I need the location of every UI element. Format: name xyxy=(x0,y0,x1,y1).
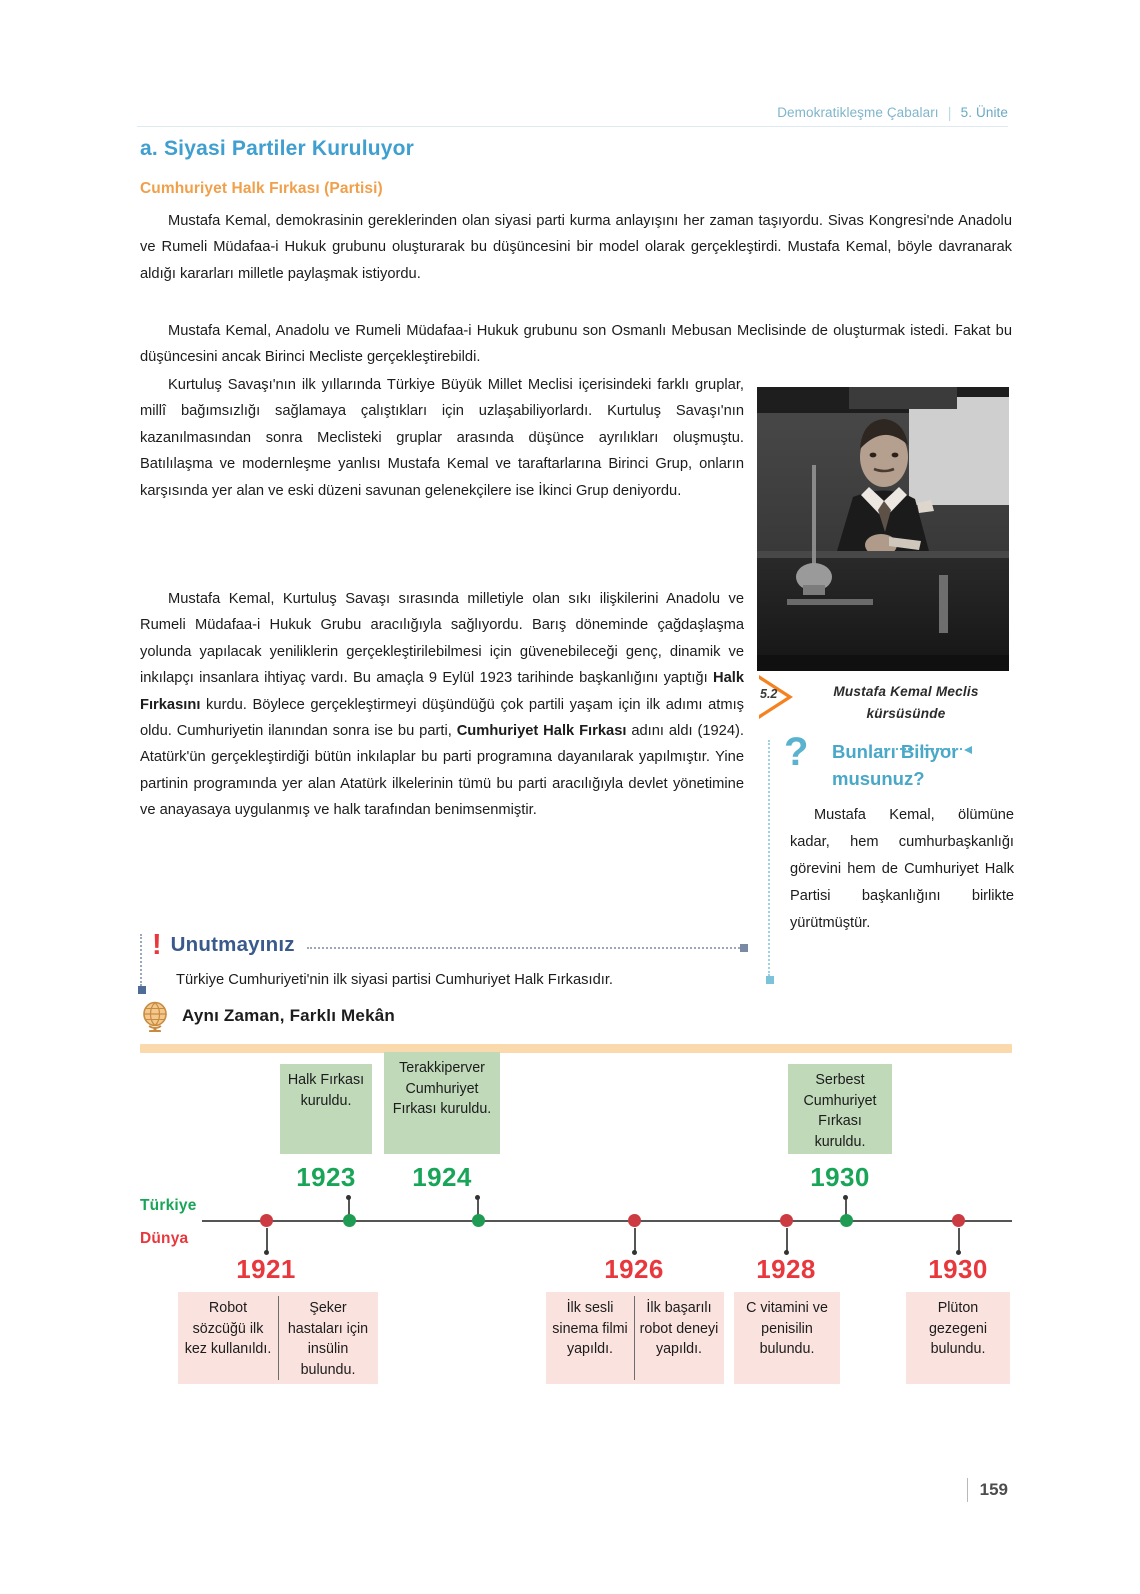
timeline-year-tr-1930: 1930 xyxy=(810,1162,870,1192)
timeline-year-world-1928: 1928 xyxy=(756,1254,816,1284)
timeline-event-box-world-robot: Robot sözcüğü ilk kez kullanıldı. xyxy=(178,1292,278,1384)
timeline-event-box-tr-1923: Halk Fırkası kuruldu. xyxy=(280,1064,372,1154)
remember-title: Unutmayınız xyxy=(170,933,295,956)
did-you-know-header xyxy=(768,730,1014,792)
timeline-stem xyxy=(786,1228,788,1252)
timeline-event-box-tr-1924: Terakkiperver Cumhuriyet Fırkası kuruldu. xyxy=(384,1052,500,1154)
timeline-dot-tr-1924 xyxy=(472,1214,485,1227)
timeline-dot-tr-1930 xyxy=(840,1214,853,1227)
timeline-dot-world-1928 xyxy=(780,1214,793,1227)
section-subtitle: Cumhuriyet Halk Fırkası (Partisi) xyxy=(140,180,383,197)
timeline-dot-world-1930 xyxy=(952,1214,965,1227)
paragraph-4-bold-2: Cumhuriyet Halk Fırkası xyxy=(456,723,627,740)
paragraph-4-seg-2: kurdu. Böylece gerçekleştirmeyi düşündüğü çok partili yaşam için ilk adımı atmış oldu. Cumhuriyetin ilanından sonra ise bu parti, xyxy=(140,696,744,740)
header-chapter: Demokratikleşme Çabaları xyxy=(777,105,939,120)
page-number: 159 xyxy=(979,1480,1008,1499)
page-number-area xyxy=(967,1478,1008,1502)
paragraph-4-bold-1: Halk Fırkasını xyxy=(140,670,744,713)
photo-illustration xyxy=(757,387,1009,671)
timeline-label-dunya: Dünya xyxy=(140,1230,189,1247)
paragraph-4-seg-3: adını aldı (1924). Atatürk'ün gerçekleştirdiği bütün inkılaplar bu parti programına dayanılarak yapılmıştır. Yine partinin programında yer alan Atatürk ilkelerinin tümü bu parti aracılığıyla devlet yönetimine ve anayasaya uygulanmış ve halk tarafından benimsenmiştir. xyxy=(140,723,744,819)
did-you-know-dotted-arrow xyxy=(876,748,962,750)
timeline-year-tr-1924: 1924 xyxy=(412,1162,472,1192)
header-unit: 5. Ünite xyxy=(960,105,1008,120)
did-you-know-box xyxy=(768,730,1014,937)
timeline-event-box-world-robot-experiment: İlk başarılı robot deneyi yapıldı. xyxy=(634,1292,724,1384)
timeline-axis xyxy=(202,1220,1012,1222)
timeline-year-world-1926: 1926 xyxy=(604,1254,664,1284)
header-separator: | xyxy=(947,105,952,122)
remember-dotted-line xyxy=(307,947,740,949)
remember-box xyxy=(140,930,750,992)
timeline-section-header xyxy=(140,1000,395,1032)
timeline-pair-divider xyxy=(634,1296,635,1380)
timeline-dot-tr-1923 xyxy=(343,1214,356,1227)
globe-icon xyxy=(140,1000,170,1032)
timeline-event-box-world-pluto: Plüton gezegeni bulundu. xyxy=(906,1292,1010,1384)
timeline-stem-cap xyxy=(475,1195,480,1200)
timeline-dot-world-1921 xyxy=(260,1214,273,1227)
timeline-event-box-world-vitamin-penicillin: C vitamini ve penisilin bulundu. xyxy=(734,1292,840,1384)
paragraph-4 xyxy=(140,586,744,824)
running-header xyxy=(777,104,1008,121)
timeline-chart xyxy=(140,1058,1012,1408)
timeline-year-world-1930: 1930 xyxy=(928,1254,988,1284)
figure-photo-mustafa-kemal xyxy=(757,387,1009,671)
timeline-pair-divider xyxy=(278,1296,279,1380)
remember-header xyxy=(140,930,750,960)
timeline-title: Aynı Zaman, Farklı Mekân xyxy=(182,1006,395,1025)
figure-number-marker xyxy=(757,675,797,719)
header-rule xyxy=(137,126,1008,127)
timeline-stem xyxy=(634,1228,636,1252)
page-title: a. Siyasi Partiler Kuruluyor xyxy=(140,137,415,160)
timeline-stem-cap xyxy=(346,1195,351,1200)
remember-body: Türkiye Cumhuriyeti'nin ilk siyasi partisi Cumhuriyet Halk Fırkasıdır. xyxy=(176,972,614,988)
timeline-event-box-world-insulin: Şeker hastaları için insülin bulundu. xyxy=(278,1292,378,1384)
did-you-know-body: Mustafa Kemal, ölümüne kadar, hem cumhurbaşkanlığı görevini hem de Cumhuriyet Halk Partisi başkanlığını birlikte yürütmüştür. xyxy=(790,807,1014,931)
timeline-year-tr-1923: 1923 xyxy=(296,1162,356,1192)
timeline-stem xyxy=(958,1228,960,1252)
timeline-stem-cap xyxy=(843,1195,848,1200)
timeline-orange-bar xyxy=(140,1044,1012,1053)
timeline-event-box-tr-1930: Serbest Cumhuriyet Fırkası kuruldu. xyxy=(788,1064,892,1154)
timeline-label-turkiye: Türkiye xyxy=(140,1197,197,1214)
did-you-know-title: Bunları Biliyor musunuz? xyxy=(832,741,959,789)
timeline-event-box-world-sound-film: İlk sesli sinema filmi yapıldı. xyxy=(546,1292,634,1384)
question-mark-icon: ? xyxy=(784,730,809,774)
figure-caption xyxy=(757,675,1009,725)
exclamation-icon: ! xyxy=(152,928,162,961)
timeline-stem xyxy=(266,1228,268,1252)
paragraph-4-seg-1: Mustafa Kemal, Kurtuluş Savaşı sırasında milletiyle olan sıkı ilişkilerini Anadolu ve Rumeli Müdafaa-i Hukuk Grubu aracılığıyla sağlıyordu. Barış döneminde çağdaşlaşma yolunda yapılacak yeniliklerin gerçekleştirilebilmesi için güvenebileceği genç, dinamik ve inkılapçı insanlara ihtiyaç vardı. Bu amaçla 9 Eylül 1923 tarihinde başkanlığını yaptığı xyxy=(140,591,744,687)
timeline-dot-world-1926 xyxy=(628,1214,641,1227)
figure-number: 5.2 xyxy=(760,687,778,701)
paragraph-3: Kurtuluş Savaşı'nın ilk yıllarında Türkiye Büyük Millet Meclisi içerisindeki farklı gruplar, millî bağımsızlığı sağlamaya çalıştıkları için uzlaşabiliyorlardı. Kurtuluş Savaşı'nın kazanılmasından sonra Meclisteki gruplar arasında düşünce ayrılıkları oluşmuştu. Batılılaşma ve modernleşme yanlısı Mustafa Kemal ve taraftarlarına Birinci Grup, onların karşısında yer alan ve eski düzeni savunan gelenekçilere ise İkinci Grup deniyordu. xyxy=(140,377,744,499)
figure-caption-text: Mustafa Kemal Meclis kürsüsünde xyxy=(833,684,979,721)
paragraph-1: Mustafa Kemal, demokrasinin gereklerinden olan siyasi parti kurma anlayışını her zaman taşıyordu. Sivas Kongresi'nde Anadolu ve Rumeli Müdafaa-i Hukuk grubunu oluşturarak bu düşüncesini bir model olarak gerçekleştirdi. Mustafa Kemal, böyle davranarak aldığı kararları milletle paylaşmak istiyordu. xyxy=(140,213,1012,282)
timeline-year-world-1921: 1921 xyxy=(236,1254,296,1284)
page-number-divider xyxy=(967,1478,968,1502)
paragraph-2: Mustafa Kemal, Anadolu ve Rumeli Müdafaa-i Hukuk grubunu son Osmanlı Mebusan Meclisinde de oluşturmak istedi. Fakat bu düşüncesini ancak Birinci Mecliste gerçekleştirebildi. xyxy=(140,323,1012,366)
